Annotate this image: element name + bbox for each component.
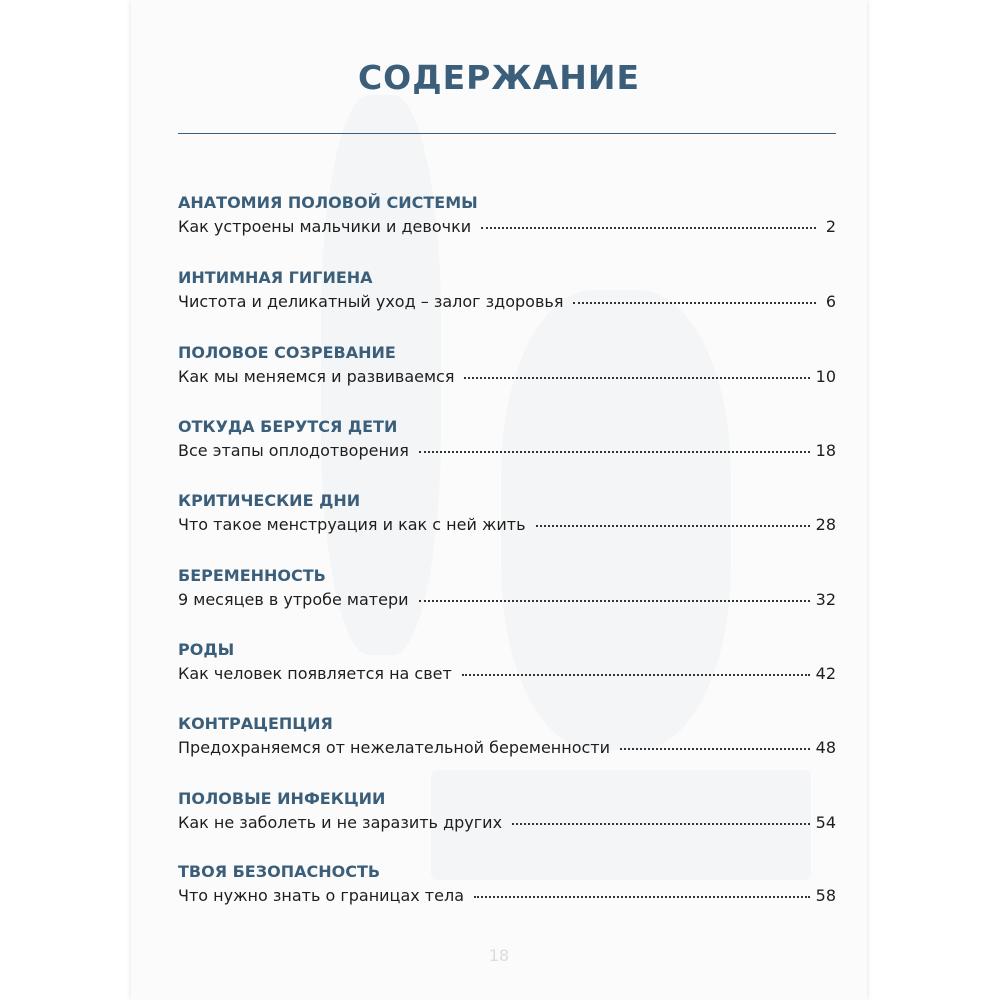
toc-entry-subtitle: Чистота и деликатный уход – залог здоровья (178, 292, 564, 311)
toc-entry-page-number: 32 (815, 590, 836, 609)
page-folio: 18 (488, 946, 510, 965)
toc-entry-subtitle: Все этапы оплодотворения (178, 441, 409, 460)
title-rule (178, 133, 836, 134)
toc-entry-subtitle: Как устроены мальчики и девочки (178, 217, 472, 236)
toc-entry[interactable] (178, 343, 836, 391)
dot-leader (512, 823, 810, 825)
toc-entry-line (178, 217, 836, 236)
toc-entry[interactable] (178, 417, 836, 465)
toc-entry-heading: БЕРЕМЕННОСТЬ (178, 566, 326, 585)
toc-entry-subtitle: Как мы меняемся и развиваемся (178, 367, 455, 386)
dot-leader (464, 377, 809, 379)
toc-entry-subtitle: Как человек появляется на свет (178, 664, 452, 683)
toc-entry-page-number: 42 (815, 664, 836, 683)
toc-entry[interactable] (178, 640, 836, 688)
toc-entry-heading: КОНТРАЦЕПЦИЯ (178, 714, 333, 733)
toc-entry-subtitle: Что нужно знать о границах тела (178, 886, 464, 905)
toc-entry-heading: ИНТИМНАЯ ГИГИЕНА (178, 268, 373, 287)
toc-entry-subtitle: Предохраняемся от нежелательной беременности (178, 738, 611, 757)
toc-entry-line (178, 738, 836, 757)
dot-leader (474, 896, 810, 898)
toc-entry-heading: РОДЫ (178, 640, 235, 659)
toc-entry[interactable] (178, 193, 836, 241)
toc-entry[interactable] (178, 491, 836, 539)
dot-leader (481, 227, 816, 229)
book-page (131, 0, 867, 1000)
toc-entry-subtitle: Что такое менструация и как с ней жить (178, 515, 526, 534)
toc-entry-page-number: 58 (815, 886, 836, 905)
toc-entry-line (178, 292, 836, 311)
toc-title: СОДЕРЖАНИЕ (357, 58, 641, 97)
toc-entry-subtitle: 9 месяцев в утробе матери (178, 590, 409, 609)
toc-entry-page-number: 28 (815, 515, 836, 534)
toc-entry-page-number: 10 (815, 367, 836, 386)
toc-entry-page-number: 48 (815, 738, 836, 757)
toc-entry-page-number: 18 (815, 441, 836, 460)
toc-entry-heading: ОТКУДА БЕРУТСЯ ДЕТИ (178, 417, 398, 436)
toc-entry-heading: ПОЛОВОЕ СОЗРЕВАНИЕ (178, 343, 396, 362)
toc-entry-subtitle: Как не заболеть и не заразить других (178, 813, 503, 832)
toc-entry[interactable] (178, 862, 836, 910)
toc-entry-page-number: 6 (825, 292, 836, 311)
toc-entry-line (178, 367, 836, 386)
toc-entry[interactable] (178, 714, 836, 762)
toc-entry-line (178, 441, 836, 460)
dot-leader (419, 451, 810, 453)
toc-entry-line (178, 664, 836, 683)
toc-entry[interactable] (178, 566, 836, 614)
toc-entry-page-number: 54 (815, 813, 836, 832)
toc-entry-heading: АНАТОМИЯ ПОЛОВОЙ СИСТЕМЫ (178, 193, 478, 212)
dot-leader (573, 302, 816, 304)
toc-entry-heading: КРИТИЧЕСКИЕ ДНИ (178, 491, 361, 510)
dot-leader (462, 674, 810, 676)
toc-entry-heading: ТВОЯ БЕЗОПАСНОСТЬ (178, 862, 381, 881)
dot-leader (419, 600, 810, 602)
toc-entry-page-number: 2 (825, 217, 836, 236)
toc-entry-line (178, 813, 836, 832)
toc-entry[interactable] (178, 789, 836, 837)
toc-entry-line (178, 886, 836, 905)
toc-entry-heading: ПОЛОВЫЕ ИНФЕКЦИИ (178, 789, 386, 808)
toc-entry[interactable] (178, 268, 836, 316)
dot-leader (536, 525, 810, 527)
toc-entry-line (178, 515, 836, 534)
toc-entry-line (178, 590, 836, 609)
dot-leader (620, 748, 810, 750)
